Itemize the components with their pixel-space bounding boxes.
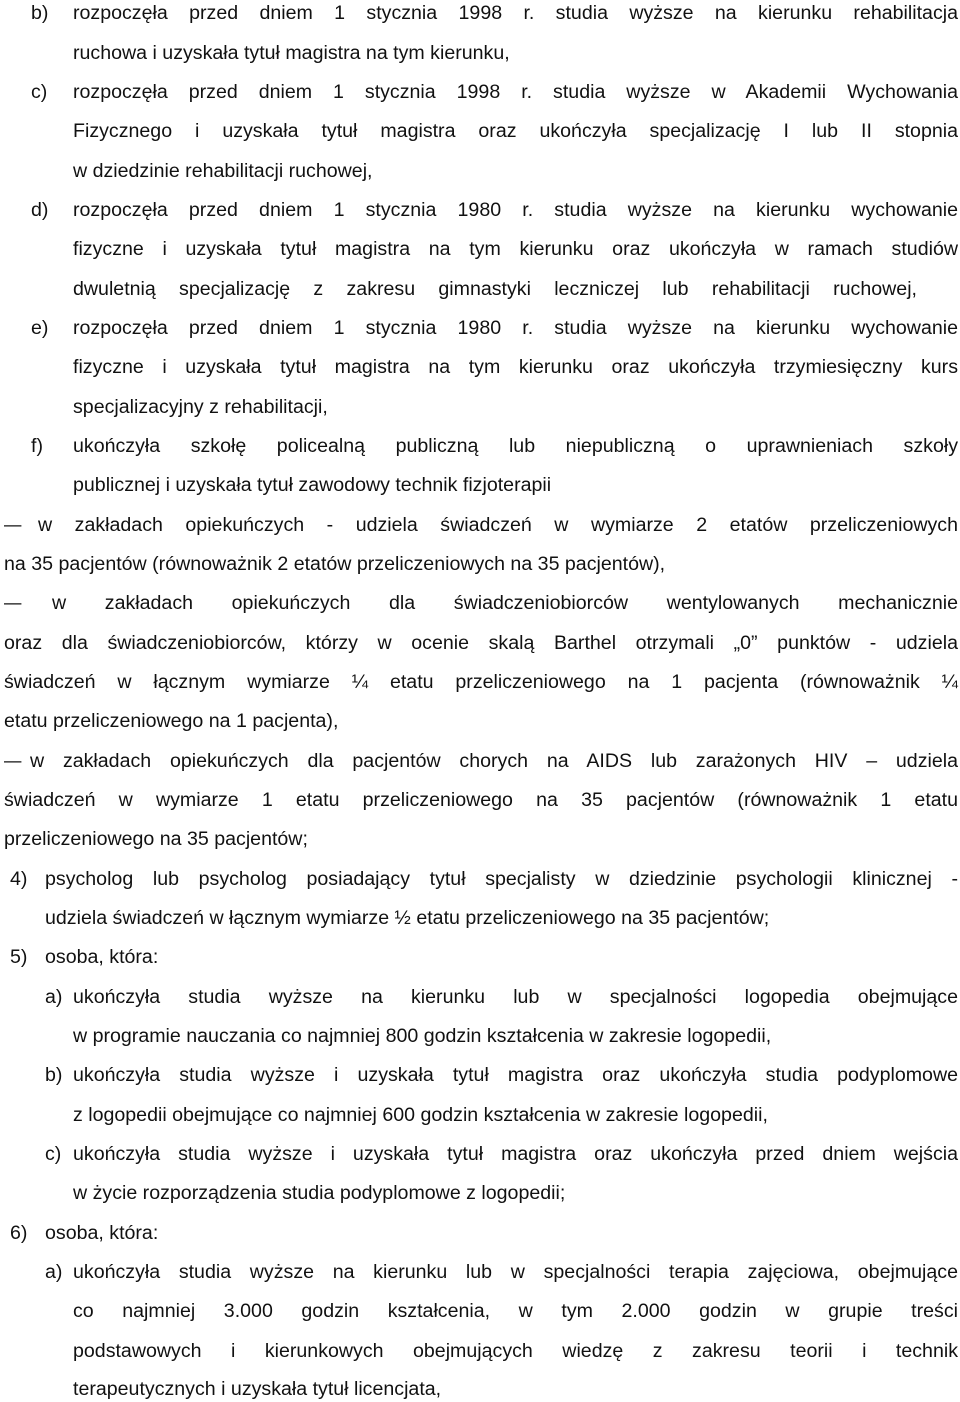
list-marker: a) (45, 986, 63, 1008)
paragraph-line: ukończyła studia wyższe na kierunku lub w specjalności logopedia obejmujące (73, 986, 958, 1008)
paragraph-line: ruchowa i uzyskała tytuł magistra na tym kierunku, (73, 42, 510, 64)
list-item-first-line (31, 0, 958, 26)
paragraph-line: ukończyła studia wyższe na kierunku lub w specjalności terapia zajęciowa, obejmujące (73, 1261, 958, 1283)
paragraph-line: w programie nauczania co najmniej 800 godzin kształcenia w zakresie logopedii, (73, 1025, 772, 1047)
paragraph-line: w dziedzinie rehabilitacji ruchowej, (73, 160, 373, 182)
paragraph-line: rozpoczęła przed dniem 1 stycznia 1998 r. studia wyższe na kierunku rehabilitacja (73, 2, 958, 24)
paragraph-line: w zakładach opiekuńczych - udziela świadczeń w wymiarze 2 etatów przeliczeniowych (38, 514, 958, 536)
paragraph-line: w zakładach opiekuńczych dla pacjentów chorych na AIDS lub zarażonych HIV – udziela (30, 750, 958, 772)
paragraph-line: terapeutycznych i uzyskała tytuł licencjata, (73, 1378, 442, 1400)
list-item-first-line (31, 197, 958, 223)
list-marker: f) (31, 435, 43, 457)
list-item-first-line (10, 1220, 958, 1246)
paragraph-line: ukończyła studia wyższe i uzyskała tytuł magistra oraz ukończyła studia podyplomowe (73, 1064, 958, 1086)
paragraph-line: z logopedii obejmujące co najmniej 600 godzin kształcenia w zakresie logopedii, (73, 1104, 768, 1126)
list-marker: 4) (10, 868, 28, 890)
list-item-first-line (31, 79, 958, 105)
paragraph-line: etatu przeliczeniowego na 1 pacjenta), (4, 710, 339, 732)
list-marker: e) (31, 317, 49, 339)
list-marker: c) (31, 81, 48, 103)
paragraph-line: publicznej i uzyskała tytuł zawodowy technik fizjoterapii (73, 474, 552, 496)
paragraph-line: fizyczne i uzyskała tytuł magistra na tym kierunku oraz ukończyła trzymiesięczny kurs (73, 356, 958, 378)
paragraph-line: świadczeń w wymiarze 1 etatu przeliczeniowego na 35 pacjentów (równoważnik 1 etatu (4, 789, 958, 811)
paragraph-line: świadczeń w łącznym wymiarze ¼ etatu przeliczeniowego na 1 pacjenta (równoważnik ¼ (4, 671, 958, 693)
list-marker: a) (45, 1261, 63, 1283)
paragraph-line: osoba, która: (45, 1222, 159, 1244)
list-item-first-line (45, 1062, 958, 1088)
dash-marker: – (4, 750, 22, 772)
paragraph-line: podstawowych i kierunkowych obejmujących wiedzę z zakresu teorii i technik (73, 1340, 958, 1362)
list-marker: 5) (10, 946, 28, 968)
dash-marker: – (4, 592, 22, 614)
list-item-first-line (45, 984, 958, 1010)
paragraph-line: rozpoczęła przed dniem 1 stycznia 1980 r. studia wyższe na kierunku wychowanie (73, 199, 958, 221)
paragraph-line: rozpoczęła przed dniem 1 stycznia 1998 r. studia wyższe w Akademii Wychowania (73, 81, 958, 103)
paragraph-line: rozpoczęła przed dniem 1 stycznia 1980 r. studia wyższe na kierunku wychowanie (73, 317, 958, 339)
paragraph-line: dwuletnią specjalizację z zakresu gimnastyki leczniczej lub rehabilitacji ruchowej, (73, 278, 917, 300)
list-marker: c) (45, 1143, 62, 1165)
dash-item-first-line (4, 512, 958, 538)
list-item-first-line (10, 866, 958, 892)
paragraph-line: osoba, która: (45, 946, 159, 968)
paragraph-line: specjalizacyjny z rehabilitacji, (73, 396, 328, 418)
paragraph-line: co najmniej 3.000 godzin kształcenia, w tym 2.000 godzin w grupie treści (73, 1300, 958, 1322)
dash-item-first-line (4, 748, 958, 774)
list-item-first-line (31, 433, 958, 459)
paragraph-line: przeliczeniowego na 35 pacjentów; (4, 828, 308, 850)
paragraph-line: psycholog lub psycholog posiadający tytuł specjalisty w dziedzinie psychologii klinicznej - (45, 868, 958, 890)
paragraph-line: na 35 pacjentów (równoważnik 2 etatów przeliczeniowych na 35 pacjentów), (4, 553, 666, 575)
paragraph-line: w zakładach opiekuńczych dla świadczeniobiorców wentylowanych mechanicznie (52, 592, 958, 614)
list-item-first-line (45, 1259, 958, 1285)
dash-item-first-line (4, 590, 958, 616)
list-marker: d) (31, 199, 49, 221)
paragraph-line: udziela świadczeń w łącznym wymiarze ½ etatu przeliczeniowego na 35 pacjentów; (45, 907, 770, 929)
paragraph-line: oraz dla świadczeniobiorców, którzy w ocenie skalą Barthel otrzymali „0” punktów - udziela (4, 632, 958, 654)
paragraph-line: Fizycznego i uzyskała tytuł magistra oraz ukończyła specjalizację I lub II stopnia (73, 120, 958, 142)
dash-marker: – (4, 514, 22, 536)
list-item-first-line (45, 1141, 958, 1167)
list-item-first-line (10, 944, 958, 970)
list-item-first-line (31, 315, 958, 341)
paragraph-line: ukończyła studia wyższe i uzyskała tytuł magistra oraz ukończyła przed dniem wejścia (73, 1143, 958, 1165)
list-marker: b) (45, 1064, 63, 1086)
paragraph-line: fizyczne i uzyskała tytuł magistra na tym kierunku oraz ukończyła w ramach studiów (73, 238, 958, 260)
paragraph-line: w życie rozporządzenia studia podyplomowe z logopedii; (73, 1182, 566, 1204)
paragraph-line: ukończyła szkołę policealną publiczną lub niepubliczną o uprawnieniach szkoły (73, 435, 958, 457)
list-marker: 6) (10, 1222, 28, 1244)
list-marker: b) (31, 2, 49, 24)
